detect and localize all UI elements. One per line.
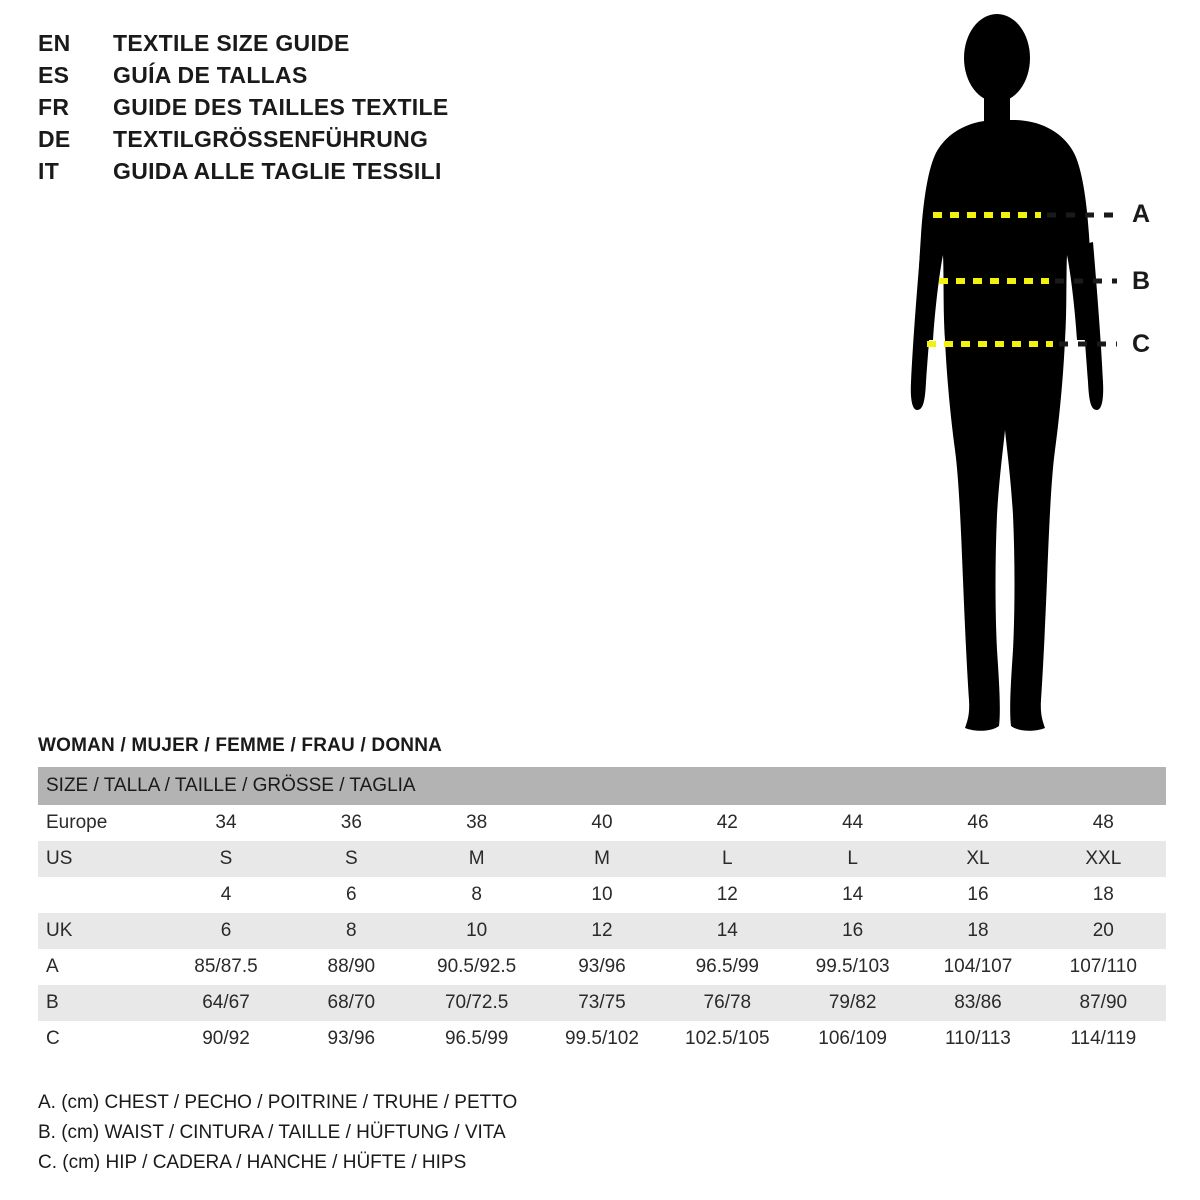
table-row — [38, 841, 1166, 877]
cell: 18 — [915, 913, 1040, 949]
measure-label-b: B — [1132, 267, 1151, 295]
measure-label-a: A — [1132, 200, 1151, 228]
language-row — [38, 126, 638, 158]
legend-item-c: C. (cm) HIP / CADERA / HANCHE / HÜFTE / HIPS — [38, 1152, 467, 1173]
table-row — [38, 985, 1166, 1021]
language-title: GUÍA DE TALLAS — [113, 62, 308, 88]
cell: 114/119 — [1041, 1021, 1166, 1057]
table-header-label: SIZE / TALLA / TAILLE / GRÖSSE / TAGLIA — [38, 767, 1166, 805]
cell: 96.5/99 — [414, 1021, 539, 1057]
cell: 16 — [790, 913, 915, 949]
legend-item-b: B. (cm) WAIST / CINTURA / TAILLE / HÜFTUNG / VITA — [38, 1122, 506, 1143]
cell: 76/78 — [665, 985, 790, 1021]
cell: 6 — [289, 877, 414, 913]
cell: 90.5/92.5 — [414, 949, 539, 985]
cell: M — [539, 841, 664, 877]
cell: 68/70 — [289, 985, 414, 1021]
cell: 99.5/102 — [539, 1021, 664, 1057]
cell: 40 — [539, 805, 664, 841]
cell: 87/90 — [1041, 985, 1166, 1021]
cell: S — [289, 841, 414, 877]
row-label: Europe — [38, 805, 163, 841]
row-label — [38, 877, 163, 913]
cell: 14 — [790, 877, 915, 913]
cell: 106/109 — [790, 1021, 915, 1057]
row-label: C — [38, 1021, 163, 1057]
cell: 42 — [665, 805, 790, 841]
cell: 34 — [163, 805, 288, 841]
language-code: DE — [38, 126, 71, 152]
cell: 93/96 — [539, 949, 664, 985]
cell: 90/92 — [163, 1021, 288, 1057]
cell: 38 — [414, 805, 539, 841]
table-row — [38, 1021, 1166, 1057]
cell: L — [790, 841, 915, 877]
cell: 104/107 — [915, 949, 1040, 985]
cell: 12 — [665, 877, 790, 913]
language-title: TEXTILE SIZE GUIDE — [113, 30, 350, 56]
language-title: GUIDA ALLE TAGLIE TESSILI — [113, 158, 442, 184]
cell: 73/75 — [539, 985, 664, 1021]
cell: 8 — [414, 877, 539, 913]
language-code: EN — [38, 30, 71, 56]
language-title: TEXTILGRÖSSENFÜHRUNG — [113, 126, 429, 152]
cell: 20 — [1041, 913, 1166, 949]
language-row — [38, 30, 638, 62]
row-label: B — [38, 985, 163, 1021]
cell: XXL — [1041, 841, 1166, 877]
cell: 96.5/99 — [665, 949, 790, 985]
cell: M — [414, 841, 539, 877]
cell: 16 — [915, 877, 1040, 913]
cell: 4 — [163, 877, 288, 913]
cell: 88/90 — [289, 949, 414, 985]
legend-item-a: A. (cm) CHEST / PECHO / POITRINE / TRUHE / PETTO — [38, 1092, 518, 1113]
language-title-list — [38, 30, 638, 190]
language-row — [38, 94, 638, 126]
cell: 18 — [1041, 877, 1166, 913]
cell: 64/67 — [163, 985, 288, 1021]
cell: 48 — [1041, 805, 1166, 841]
cell: 110/113 — [915, 1021, 1040, 1057]
cell: S — [163, 841, 288, 877]
cell: 83/86 — [915, 985, 1040, 1021]
cell: 107/110 — [1041, 949, 1166, 985]
table-row — [38, 949, 1166, 985]
cell: 14 — [665, 913, 790, 949]
table-group-title: WOMAN / MUJER / FEMME / FRAU / DONNA — [38, 735, 443, 756]
table-row — [38, 877, 1166, 913]
cell: 93/96 — [289, 1021, 414, 1057]
cell: 6 — [163, 913, 288, 949]
cell: 79/82 — [790, 985, 915, 1021]
row-label: UK — [38, 913, 163, 949]
table-row — [38, 913, 1166, 949]
language-row — [38, 62, 638, 94]
woman-silhouette-icon — [855, 10, 1185, 760]
row-label: US — [38, 841, 163, 877]
language-title: GUIDE DES TAILLES TEXTILE — [113, 94, 449, 120]
language-code: FR — [38, 94, 70, 120]
language-code: IT — [38, 158, 60, 184]
cell: 8 — [289, 913, 414, 949]
measurement-legend — [38, 1088, 938, 1178]
language-code: ES — [38, 62, 70, 88]
cell: 70/72.5 — [414, 985, 539, 1021]
cell: 10 — [539, 877, 664, 913]
measure-label-c: C — [1132, 330, 1151, 358]
language-row — [38, 158, 638, 190]
cell: 44 — [790, 805, 915, 841]
cell: 12 — [539, 913, 664, 949]
size-table-section — [38, 735, 1166, 1057]
table-row — [38, 805, 1166, 841]
size-table — [38, 767, 1166, 1057]
cell: 102.5/105 — [665, 1021, 790, 1057]
row-label: A — [38, 949, 163, 985]
cell: 36 — [289, 805, 414, 841]
cell: XL — [915, 841, 1040, 877]
cell: 85/87.5 — [163, 949, 288, 985]
cell: 99.5/103 — [790, 949, 915, 985]
table-header-row — [38, 767, 1166, 805]
cell: 46 — [915, 805, 1040, 841]
cell: L — [665, 841, 790, 877]
size-figure — [855, 10, 1185, 760]
cell: 10 — [414, 913, 539, 949]
